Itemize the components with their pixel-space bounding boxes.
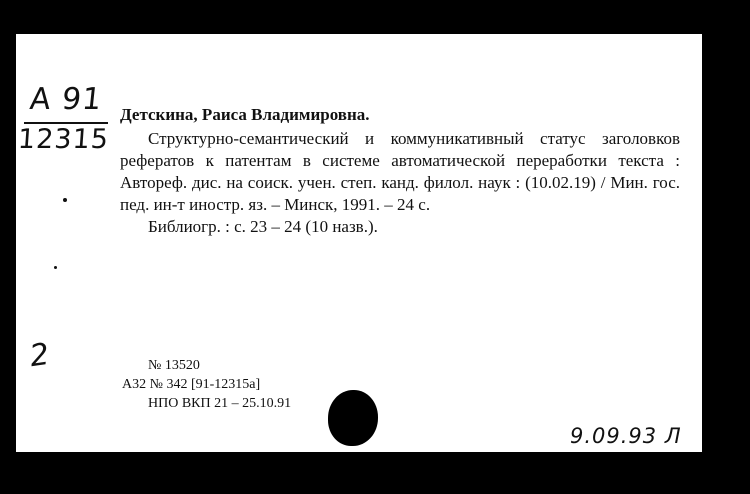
registry-code: А32 № 342 [91-12315а] <box>122 377 261 392</box>
bibliographic-entry <box>120 104 680 238</box>
handwritten-mark: 2 <box>27 336 52 375</box>
publisher-line: НПО ВКП 21 – 25.10.91 <box>148 396 292 411</box>
handwritten-date: 9.09.93 Л <box>570 424 682 448</box>
bibliography-note: Библиогр. : с. 23 – 24 (10 назв.). <box>148 217 378 236</box>
shelf-code-top: А 91 <box>28 82 105 117</box>
accession-number: № 13520 <box>148 358 200 373</box>
entry-description: Структурно-семантический и коммуникативный статус заголовков рефератов к патентам в системе автоматической переработки текста : Автореф. дис. на соиск. учен. степ. канд. филол. наук : (10.02.19) / Мин. гос. пед. ин-т иностр. яз. – Минск, 1991. – 24 с. <box>120 129 680 214</box>
ink-dot <box>63 198 67 202</box>
ink-dot <box>54 266 57 269</box>
shelf-code-bottom: 12315 <box>16 124 110 155</box>
author-heading: Детскина, Раиса Владимировна. <box>120 105 370 124</box>
card-footer <box>122 356 291 413</box>
ink-blot <box>328 390 378 446</box>
catalog-card <box>16 34 702 452</box>
